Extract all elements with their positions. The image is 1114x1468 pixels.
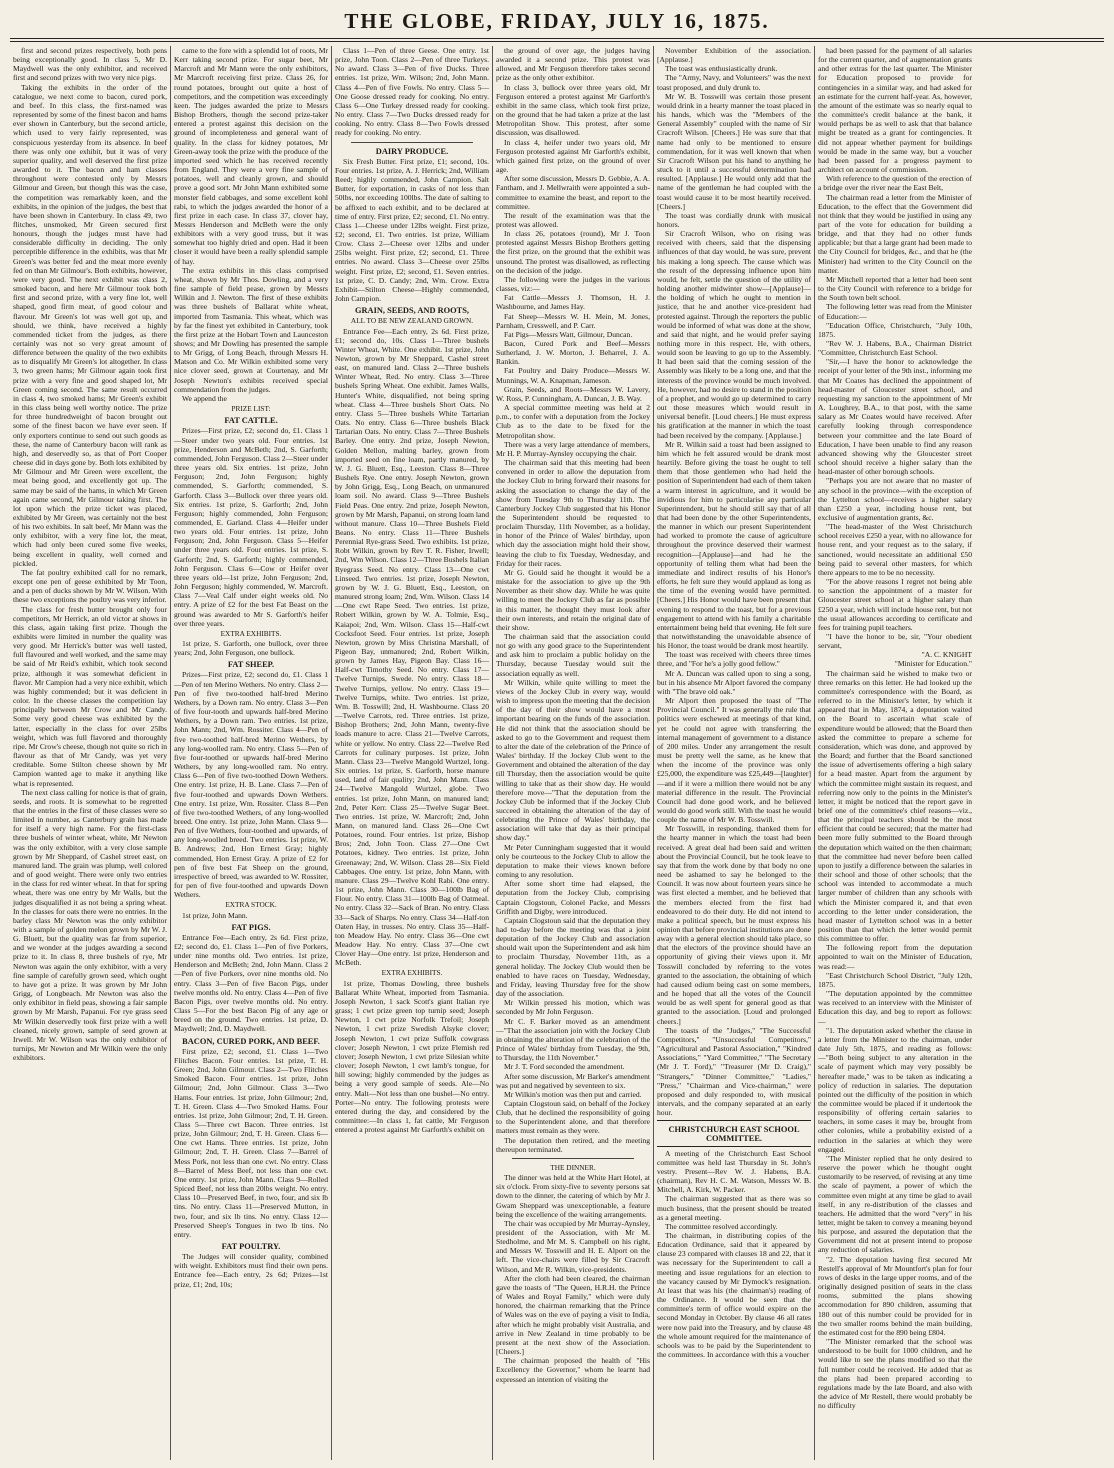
paragraph: The chairman said that this meeting had been convened in order to allow the deputation from the Jockey Club to bring forward their reasons for asking the association to change the day of the show from Tuesday 9th to Thursday 11th. The Canterbury Jockey Club suggested that his Honor the Superintendent should be requested to proclaim Thursday, 11th November, as a holiday, in honor of the Prince of Wales' birthday, upon which day the association might hold their show, leaving the club to fix Tuesday, Wednesday, and Friday for their races. <box>496 458 650 568</box>
paragraph: The dinner was held at the White Hart Hotel, at six o'clock. From sixty-five to seventy persons sat down to the dinner, the catering of which by Mr J. Gwam Sheppard was unexceptionable, a feature being the excellence of the waiting arrangements. <box>496 1173 650 1219</box>
paragraph: "I have the honor to be, sir, "Your obedient servant, <box>818 632 972 651</box>
paragraph: Fat Cattle—Messrs J. Thomson, H. J. Washbourne, and James Hay. <box>496 293 650 312</box>
column-4 <box>493 46 654 1460</box>
prize-text: Prizes—First prize, £2; second do, £1. Class 1—Pen of ten Merino Wethers. No entry. Class 2—Pen of five two-toothed half-bred Merino Wethers, by a Down ram. No entry. Class 3—Pen of five four-tooth and upwards half-bred Merino Wethers, by a Down ram. Two entries. 1st prize, John Mann; 2nd, Wm. Rossiter. Class 4—Pen of five two-toothed half-bred Merino Wethers, by any long-woolled ram. No entry. Class 5—Pen of five four-toothed or upwards half-bred Merino Wethers, by any long-woolled ram. No entry. Class 6—Pen of five two-toothed Down Wethers. One entry. 1st prize, H. B. Lane. Class 7—Pen of five four-toothed and upwards Down Wethers. One entry. 1st prize, Wm. Rossiter. Class 8—Pen of five two-toothed Wethers, of any long-woolled breed. One entry. 1st prize, John Mann. Class 9—Pen of five Wethers, four-toothed and upwards, of any long-woolled breed. Two entries. 1st prize, W. B. Andrews; 2nd, Hon Ernest Gray; highly commended, Hon Ernest Gray. A prize of £2 for pen of five best Fat Sheep on the ground, irrespective of breed, was awarded to W. Rossiter, for pen of five four-toothed and upwards Down Wethers. <box>174 670 328 900</box>
paragraph: "Education Office, Christchurch, "July 10th, 1875. <box>818 320 972 339</box>
paragraph: Mr G. Gould said he thought it would be a mistake for the association to give up the 9th November as their show day. While he was quite willing to meet the Jockey Club as far as possible in this matter, he thought they must look after their own interests, and retain the original date of their show. <box>496 567 650 632</box>
paragraph: In class 3, bullock over three years old, Mr Ferguson entered a protest against Mr Garforth's exhibit in the same class, which took first prize, on the ground that he had taken a prize at the last Metropolitan Show. This protest, after some discussion, was disallowed. <box>496 82 650 138</box>
paragraph: Sir Cracroft Wilson, who on rising was received with cheers, said that the dispensing influences of that day would, he was sure, prevent his making a long speech. The cause which was the result of the depressing influence upon him would, he felt, settle the question of the utility of holding another midwinter show—[Applause]—the holding of which he ought to mention in justice, that he and another vice-president had protested against. Through the reporters the public would be informed of what was done at the show, and said that night, and he would prefer saying nothing more in this respect. He, with others, would soon be leaving to go up to the Assembly. It had been said that the coming session of the Assembly was likely to be a long one, and that the interests of the province would be much involved. He, however, had no desire to stand in the position of a prophet, and would go up determined to carry out those measures which would result in universal benefit. [Loud cheers.] He must express his gratification at the manner in which the toast had been received by the company. [Applause.] <box>657 229 811 440</box>
section-subheading: EXTRA EXHIBITS. <box>220 628 282 638</box>
paragraph: The chairman suggested that as there was so much business, that the present should be treated as a general meeting. <box>657 1194 811 1222</box>
paragraph: came to the fore with a splendid lot of roots, Mr Kerr taking second prize. For sugar beet, Mr Marcroft and Mr Mann were the only exhibitors, Mr Marcroft receiving first prize. Class 26, for round potatoes, brought out quite a host of competitors, and the competition was exceedingly keen. The judges awarded the prize to Messrs Bishop Brothers, though the second prize-taker entered a protest against this decision on the ground of incompleteness and general want of quality. In the class for kidney potatoes, Mr Green-away took the prize with the produce of the imported seed which he has received recently from England. They were a very fine sample of potatoes, well and cleanly grown, and should prove a good sort. Mr John Mann exhibited some monster field cabbages, and some excellent kohl rabi, to which the judges awarded the honor of a first prize in each case. In class 37, clover hay, Messrs Henderson and McBeth were the only exhibitors with a very good truss, but it was somewhat too highly dried and open. Had it been closer it would have been a really splendid sample of hay. <box>174 46 328 266</box>
section-heading-fat-pigs: FAT PIGS. <box>231 922 271 932</box>
column-2 <box>171 46 332 1460</box>
section-divider <box>351 142 473 143</box>
prize-text: Six Fresh Butter. First prize, £1; second, 10s. Four entries. 1st prize, A. J. Herrick; 2nd, William Reed; highly commended, John Campion. Salt Butter, for exportation, in casks of not less than 50lbs, nor exceeding 100lbs. The date of salting to be affixed to each exhibit, and to be declared at time of entry. First prize, £2; second, £1. No entry. Class 1—Cheese under 12lbs weight. First prize, £2; second, £1. Two entries. 1st prize, William Crow. Class 2—Cheese over 12lbs and under 25lbs weight. First prize, £2; second, £1. Three entries. No award. Class 3—Cheese over 25lbs weight. First prize, £2; second, £1. Seven entries. 1st prize, C. D. Candy; 2nd, Wm. Crow. Extra Exhibit—Stilton Cheese—Highly commended, John Campion. <box>335 156 489 304</box>
paragraph: Mr J. T. Ford seconded the amendment. <box>504 1062 625 1072</box>
column-3 <box>332 46 493 1460</box>
paragraph: "Perhaps you are not aware that no master of any school in the province—with the exception of the Lyttelton school—receives a higher salary than £250 a year, including house rent, but exclusive of augmentation grants, &c. <box>818 476 972 522</box>
paragraph: After some short time had elapsed, the deputation from the Jockey Club, comprising Captain Clogstoun, Colonel Packe, and Messrs Griffith and Digby, were introduced. <box>496 879 650 916</box>
paragraph: After the cloth had been cleared, the chairman gave the toasts of "The Queen, H.R.H. the Prince of Wales and Royal Family," which were duly honored, the chairman remarking that the Prince of Wales was on the eve of paying a visit to India, after which he might probably visit Australia, and arrive in New Zealand in time probably to be present at the next show of the Association. [Cheers.] <box>496 1273 650 1357</box>
section-subheading: EXTRA EXHIBITS. <box>381 968 443 978</box>
paragraph: Mr Wilkin's motion was then put and carried. <box>504 1089 642 1099</box>
paragraph: Fat Pigs—Messrs Watt, Gilmour, Duncan. <box>504 329 633 339</box>
paragraph: The chairman read a letter from the Minister of Education, to the effect that the Government did not think that they would be justified in using any part of the vote for education for building a bridge, and that they had no other funds applicable; but that a large grant had been made to the City Council for bridges, &c., and that he (the Minister) had written to the City Council on the matter. <box>818 192 972 275</box>
paragraph: With reference to the question of the erection of a bridge over the river near the East Belt, <box>818 174 972 193</box>
prize-text: 1st prize, Thomas Dowling, three bushels Ballarat White Wheat, imported from Tasmania. Joseph Newton, 1 sack Scott's giant Italian rye grass; 1 cwt prize green top turnip seed; Joseph Newton, 1 cwt prize Norfolk Trefoil; Joseph Newton, 1 cwt prize Swedish Alsyke clover; Joseph Newton, 1 cwt prize Suffolk cowgrass clover; Joseph Newton, 1 cwt prize Flemish red clover; Joseph Newton, 1 cwt prize Silesian white clover; Joseph Newton, 1 cwt lamb's tongue, for hill sowing; highly commended by the judges as being a very good sample of seeds. Ale—No entry. Malt—Not less than one bushel—No entry. Porter—No entry. The following protests were entered during the day, and considered by the committee:—In class 1, fat cattle, Mr Ferguson entered a protest against Mr Garforth's exhibit on <box>335 978 489 1135</box>
paragraph: Mr Alport then proposed the toast of "The Provincial Council." It was generally the rule that politics were eschewed at meetings of that kind, yet he could not agree with transferring the internal management of government to a distance of 200 miles. Under any arrangement the result must be pretty well the same, as he knew that when the income of the province was only £25,000, the expenditure was £25,449—[laughter]—and if it were a million there would not be any material difference in the result. The Provincial Council had done good work, and he believed would do good work still. With the toast he would couple the name of Mr W. B. Tosswill. <box>657 696 811 825</box>
paragraph: Fat Sheep—Messrs W. H. Mein, M. Jones, Parnham, Cresswell, and P. Carr. <box>496 311 650 330</box>
masthead: THE GLOBE, FRIDAY, JULY 16, 1875. <box>344 9 770 33</box>
section-divider <box>512 1158 634 1159</box>
signature-title: "Minister for Education." <box>894 659 972 669</box>
section-heading-fat-cattle: FAT CATTLE. <box>224 416 278 426</box>
paragraph: The toasts of the "Judges," "The Successful Competitors," "Unsuccessful Competitors," "Agricultural and Pastoral Association," "Kindred Associations," "Yard Committee," "The Secretary (Mr J. T. Ford)," "Treasurer (Mr D. Craig)," "Strangers," "Dinner Committee," "Ladies," "Press," "Chairman and Vice-chairman," were proposed and duly responded to, with musical intervals, and the company separated at an early hour. <box>657 1025 811 1118</box>
paragraph: The extra exhibits in this class comprised wheat, shown by Mr Thos. Dowling, and a very fine sample of field pease, grown by Messrs Wilkin and J. Newton. The first of these exhibits was three bushels of Ballarat white wheat, imported from Tasmania. This wheat, which was by far the finest yet exhibited in Canterbury, took the first prize at the Hobart Town and Launceston shows; and Mr Dowling has presented the sample to Mr Grigg, of Long Beach, through Messrs H. Matson and Co. Mr Wilkin exhibited some very nice clover seed, grown at Courtenay, and Mr Joseph Newton's exhibits received special commendation from the judges. <box>174 265 328 394</box>
section-heading-dinner: THE DINNER. <box>550 1162 596 1172</box>
paragraph: The next class calling for notice is that of grain, seeds, and roots. It is somewhat to be regretted that the entries in the first of these classes were so limited in number, as Canterbury grain has made for itself a very high name. For the first-class three bushels of winter wheat, white, Mr Newton was the only exhibitor, with a very close sample grown by Mr Sheppard, of Cashel street east, on manured land. The grain was plump, well colored and of good weight. There were only two entries in the class for red winter wheat. In that for spring wheat, there was one entry by Mr Walls, but the judges disqualified it as not being a spring wheat. In the classes for oats there were no entries. In the barley class Mr Newton was the only exhibitor with a sample of golden melon grown by Mr W. J. G. Bluett, but the quality was far from superior, and we wonder at the judges awarding a second prize to it. In class 8, three bushels of rye, Mr Newton was again the only exhibitor, with a very fine sample of carefully grown seed, which ought to have got a prize. It was grown by Mr John Grigg, of Longbeach. Mr Newton was also the only exhibitor in field peas, showing a fair sample grown by Mr Marsh, Papanui. For rye grass seed Mr Wilkin deservedly took first prize with a well cleaned, nicely grown, sample of seed grown at Irwell. Mr W. Wilson was the only exhibitor of turnips, Mr Newton and Mr Wilkin were the only exhibitors. <box>13 787 167 1063</box>
prize-text: Class 1—Pen of three Geese. One entry. 1st prize, John Toon. Class 2—Pen of three Turkeys. No award. Class 3—Pen of five Ducks. Three entries. 1st prize, Wm. Wilson; 2nd, John Mann. Class 4—Pen of five Fowls. No entry. Class 5—One Goose dressed ready for cooking. No entry. Class 6—One Turkey dressed ready for cooking. No entry. Class 7—Two Ducks dressed ready for cooking. No entry. Class 8—Two Fowls dressed ready for cooking. No entry. <box>335 46 489 138</box>
column-5 <box>654 46 815 1460</box>
article-heading-box <box>657 1120 811 1146</box>
section-subheading: EXTRA STOCK. <box>225 900 277 910</box>
paragraph: The toast was cordially drunk with musical honors. <box>657 210 811 229</box>
paragraph: had been passed for the payment of all salaries for the current quarter, and of augmentation grants and other extras for the last quarter. The Minister for Education proposed to provide for contingencies in a similar way, and had asked for an estimate for the current half-year. As, however, the amount of the estimate was so nearly equal to the committee's credit balance at the bank, it would perhaps be as well to ask that that balance might be treated as a grant for contingencies. It did not appear whether payment for buildings would be made in the same way, but a voucher had been passed for a progress payment to architect on account of commission. <box>818 46 972 175</box>
column-6 <box>815 46 975 1460</box>
signature-name: "A. C. KNIGHT <box>921 650 972 660</box>
paragraph: Taking the exhibits in the order of the catalogue, we next come to bacon, cured pork, and beef. In this class, the first-named was represented by some of the finest bacon and hams ever shown in Canterbury, but the second article, which used to very fairly represented, was conspicuous yesterday from its absence. In beef there was only one exhibit, but it was of very superior quality, and well deserved the first prize awarded to it. The bacon and ham classes throughout were contested only by Messrs Gilmour and Green, but though this was the case, the competition was remarkably keen, and the exhibits, in the opinion of the judges, the best that have been shown in Canterbury. In class 49, two flitches, unsmoked, Mr Green secured first honours, though the judges must have had considerable difficulty in deciding. The only perceptible difference in the exhibits, was that Mr Green's was better fed and the meat more evenly fed on than Mr Gilmour's. Both exhibits, however, were very good. The next exhibit was class 2, smoked bacon, and here Mr Gilmour took both first and second prize, with a very fine lot, well shaped, good firm meat, of good colour and flavour. Mr Green's lot was well got up, and should, we think, have received a highly commended ticket from the judges, as there certainly was not so very great amount of difference between the quality of the two exhibits as to disqualify Mr Green's lot altogether. In class 3, two green hams; Mr Gilmour again took first prize with a very fine and good shaped lot, Mr Green coming second. The same result occurred in class 4, two smoked hams; Mr Green's exhibit in this class being well worthy notice. The prize for three hundredweight of bacon brought out some of the finest bacon we have ever seen. If only exporters continue to send out such goods as these, the name of Canterbury bacon will rank as high, and deservedly so, as that of Port Cooper cheese did in days gone by. Both lots exhibited by Mr Gilmour and Mr Green were excellent, the meat being good, and excellently got up. The same may be said of the hams, in which Mr Green again came second, Mr Gilmour taking first. The lot upon which the prize ticket was placed, exhibited by Mr Green, was certainly not the best of his two exhibits. In salt beef, Mr Mann was the only exhibitor, with a very fine lot, the meat, which had only been cured some five weeks, being excellent in quality, well corned and pickled. <box>13 82 167 568</box>
paragraph: Fat Poultry and Dairy Produce—Messrs W. Munnings, W. A. Knapman, Jameson. <box>496 366 650 385</box>
paragraph: The following were the judges in the various classes, viz:— <box>496 274 650 294</box>
prize-list-heading: PRIZE LIST: <box>231 404 271 414</box>
paragraph: "The head-master of the West Christchurch school receives £250 a year, with no allowance for house rent, and your request as to the salary, if sanctioned, would necessitate an additional £50 being paid to several other masters, for which there appears to me to be no necessity. <box>818 522 972 577</box>
paragraph: The following letter was read from the Minister of Education:— <box>818 302 972 321</box>
paragraph: The deputation then retired, and the meeting thereupon terminated. <box>496 1135 650 1154</box>
prize-text: Entrance Fee—Each entry, 2s 6d. First prize, £2; second do, £1. Class 1—Pen of five Porkers, under nine months old. Two entries. 1st prize, Henderson and McBeth; 2nd, John Mann. Class 2—Pen of five Porkers, over nine months old. No entry. Class 3—Pen of five Bacon Pigs, under twelve months old. No entry. Class 4—Pen of five Bacon Pigs, over twelve months old. No entry. Class 5—For the best Bacon Pig of any age or breed on the ground. Two entries. 1st prize, D. Maydwell; 2nd, D. Maydwell. <box>174 932 328 1034</box>
paragraph: "Sir,—I have the honor to acknowledge the receipt of your letter of the 9th inst., informing me that Mr Coates has declined the appointment of head-master of Gloucester street school, and requesting my sanction to the appointment of Mr A. Loughrey, B.A., to that post, with the same salary as Mr Coates would have received. After carefully looking through correspondence between your committee and the late Board of Education, I have been unable to find any reason advanced showing why the Gloucester street school should receive a higher salary than the head-master of other borough schools. <box>818 357 972 477</box>
paragraph: the ground of over age, the judges having awarded it a second prize. This protest was allowed, and Mr Ferguson therefore takes second prize as the only other exhibitor. <box>496 46 650 83</box>
paragraph: The chairman said that the association could not go with any good grace to the Superintendent and ask him to proclaim a public holiday on the Thursday, because Tuesday would suit the association equally as well. <box>496 632 650 678</box>
paragraph: Mr W. B. Tosswill was certain those present would drink in a hearty manner the toast placed in his hands, which was the "Members of the General Assembly" coupled with the name of Sir Cracroft Wilson. [Cheers.] He was sure that that name had only to be mentioned to ensure commendation, for it was well known that when Sir Cracroft Wilson put his hand to anything he stuck to it until a successful determination had resulted. [Applause.] He would only add that the name of the gentleman he had coupled with the toast would cause it to be most heartily received. [Cheers.] <box>657 91 811 211</box>
paragraph: first and second prizes respectively, both pens being exceptionally good. In class 5, Mr D. Maydwell was the only exhibitor, and received first and second prizes with two very nice pigs. <box>13 46 167 83</box>
paragraph: The chair was occupied by Mr Murray-Aynsley, president of the Association, with Mr M. Stedholme, and Mr M. S. Campbell on his right, and Messrs W. Tosswill and H. E. Alport on the left. The vice-chairs were filled by Sir Cracroft Wilson, and Mr R. Wilkin, vice-presidents. <box>496 1218 650 1274</box>
paragraph: The fat poultry exhibited call for no remark, except one pen of geese exhibited by Mr Toon, and a pen of ducks shown by Mr W. Wilson. With these two exceptions the poultry was very inferior. <box>13 567 167 605</box>
masthead-rule <box>10 38 1104 39</box>
paragraph: In class 26, potatoes (round), Mr J. Toon protested against Messrs Bishop Brothers getting the first prize, on the ground that the exhibit was unsound. The protest was disallowed, as reflecting on the decision of the judge. <box>496 229 650 275</box>
paragraph: Mr Wilkin pressed his motion, which was seconded by Mr John Ferguson. <box>496 998 650 1017</box>
masthead-rule-double <box>10 41 1104 42</box>
paragraph: The following report from the deputation appointed to wait on the Minister of Education, was read:— <box>818 943 972 971</box>
prize-text: The Judges will consider quality, combined with weight. Exhibitors must find their own pens. Entrance fee—Each entry, 2s 6d; Prizes—1st prize, £1; 2nd, 10s; <box>174 1252 328 1289</box>
paragraph: The toast was received with cheers three times three, and "For he's a jolly good fellow." <box>657 650 811 669</box>
section-heading-bacon: BACON, CURED PORK, AND BEEF. <box>182 1036 320 1046</box>
paragraph: "The Minister replied that he only desired to reserve the power which he thought ought customarily to be reserved, of revising at any time the scale of payment, a power of which the committee even might at any time be glad to avail itself, in any re-distribution of the classes and teachers. He admitted that the word "very" in his letter, might be taken to convey a meaning beyond his purpose, and assured the deputation that the Government did not at present intend to propose any reduction of salaries. <box>818 1153 972 1255</box>
paragraph: Mr A. Duncan was called upon to sing a song, but in his absence Mr Alport favored the company with "The brave old oak." <box>657 668 811 696</box>
paragraph: The result of the examination was that the protest was allowed. <box>496 210 650 229</box>
section-heading-dairy: DAIRY PRODUCE. <box>375 146 449 156</box>
section-heading-fat-sheep: FAT SHEEP. <box>227 660 275 670</box>
paragraph: Mr Peter Cunningham suggested that it would only be courteous to the Jockey Club to allow the deputation to make their views known before coming to any resolution. <box>496 842 650 880</box>
paragraph: The class for fresh butter brought only four competitors, Mr Herrick, an old victor at shows in this class, again taking first prize. Though the exhibits were limited in number the quality was very good. Mr Herrick's butter was well tasted, full flavoured and well worked, and the same may be said of Mr Reid's exhibit, which took second prize, although it was somewhat deficient in flavor. Mr Campion had a very nice exhibit, which was highly commended; but it was deficient in color. In the cheese classes the competition lay principally between Mr Crow and Mr Candy. Some very good cheese was exhibited by the latter, especially in the class for over 25lbs weight, which was full flavored and thoroughly ripe. Mr Crow's cheese, though not quite so rich in flavour as that of Mr Candy, was yet very creditable. Some Stilton cheese shown by Mr Campion wanted age to make it anything like what is represented. <box>13 604 167 788</box>
paragraph: The committee resolved accordingly. <box>665 1221 778 1231</box>
paragraph: A special committee meeting was held at 2 p.m., to confer with a deputation from the Jockey Club as to the date to be fixed for the Metropolitan show. <box>496 403 650 440</box>
paragraph: "2. The deputation having first secured Mr Restell's approval of Mr Mountfort's plan for four rows of desks in the large upper rooms, and of the originally designed position of seats in the class rooms, submitted the plans showing accommodation for 890 children, assuming that 180 out of this number could be provided for in the two smaller rooms behind the main building, the estimated cost for the 890 being £804. <box>818 1254 972 1337</box>
paragraph: After some discussion, Messrs D. Gebbie, A. A. Fantham, and J. Mellwraith were appointed a sub-committee to examine the beast, and report to the committee. <box>496 174 650 211</box>
paragraph: Grain, Seeds, and Roots—Messrs W. Lavery, W. Ross, P. Cunningham, A. Duncan, J. B. Way. <box>496 384 650 403</box>
paragraph: "The Minister remarked that the school was understood to be built for 1000 children, and he would like to see the plans modified so that the full number could be received. He added that as the plans had been prepared according to regulations made by the late Board, and also with the advice of Mr Restell, there would probably be no difficulty <box>818 1337 972 1411</box>
prize-text: 1st prize, John Mann. <box>182 910 248 920</box>
paragraph: After some discussion, Mr Barker's amendment was put and negatived by seventeen to six. <box>496 1071 650 1090</box>
paragraph: Captain Clogstoun said, on behalf of the Jockey Club, that he declined the responsibility of going to the Superintendent alone, and that therefore matters must remain as they were. <box>496 1098 650 1136</box>
paragraph: "East Christchurch School District, "July 12th, 1875. <box>818 970 972 989</box>
paragraph: "For the above reasons I regret not being able to sanction the appointment of a master for Gloucester street school at a higher salary than £250 a year, which will include house rent, but not the usual allowances according to certificate and fees for training pupil teachers. <box>818 577 972 632</box>
section-heading-fat-poultry: FAT POULTRY. <box>221 1242 281 1251</box>
paragraph: The chairman said he wished to make two or three remarks on this letter. He had looked up the committee's correspondence with the Board, as referred to in the Minister's letter, by which it appeared that in May, 1874, a deputation waited on the Board to ascertain what scale of expenditure would be allowed; that the Board then asked the committee to prepare a scheme for consideration, which was done, and approved by the Board; and further that the Board sanctioned the issue of advertisements offering a high salary for a head master. Apart from the argument by which the committee might sustain its request, and referring now only to the points in the Minister's letter, it might be noticed that the report gave in brief one of the committee's chief reasons—viz., that the principal teachers should be the most efficient that could be secured; that the matter had been more fully submitted to the Board through the deputation which waited on the then chairman; that the committee had never before been called upon to justify a difference between the salaries in their school and those of other schools; that the school was intended to accommodate a much larger number of children than any schools with which the Minister compared it, and that even according to the letter under consideration, the head master of Lyttelton school was in a better position than that which the letter would permit this committee to offer. <box>818 668 972 944</box>
paragraph: Mr Tosswill, in responding, thanked them for the hearty manner in which the toast had been received. A great deal had been said and written about the Provincial Council, but he took leave to say that from the work done by that body no one need be ashamed to say he belonged to the Council. It was now about fourteen years since he was first elected a member, and he believed that the members elected from the first had endeavored to do their duty. He did not intend to make a political speech, but he must express his opinion that before provincial institutions are done away with a general election should take place, so that the electors of the province should have an opportunity of giving their views upon it. Mr Tosswill concluded by referring to the votes granted to the association, the obtaining of which had caused odium being cast on some members, and he hoped that all the votes of the Council would be as well spent for general good as that granted to the association. [Loud and prolonged cheers.] <box>657 824 811 1026</box>
article-heading: CHRISTCHURCH EAST SCHOOL COMMITTEE. <box>668 1125 800 1144</box>
paragraph: "The deputation appointed by the committee was received to an interview with the Minister of Education this day, and beg to report as follows:— <box>818 989 972 1026</box>
paragraph: In class 4, heifer under two years old, Mr Ferguson protested against Mr Garforth's exhibit, which gained first prize, on the ground of over age. <box>496 137 650 175</box>
paragraph: There was a very large attendance of members, Mr H. P. Murray-Aynsley occupying the chair. <box>496 439 650 458</box>
paragraph: The chairman, in distributing copies of the Education Ordinance, said that it appeared by clause 23 compared with clauses 18 and 22, that it was necessary for the Superintendent to call a meeting and issue regulations for an election to the vacancy caused by Mr Dymock's resignation. At least that was his (the chairman's) reading of the Ordinance. It would be seen that the committee's term of office would expire on the second Monday in October. By clause 46 all rates were now paid into the Treasury, and by clause 48 the whole amount required for the maintenance of schools was to be paid by the Superintendent to the committees. In accordance with this a voucher <box>657 1231 811 1360</box>
paragraph: The "Army, Navy, and Volunteers" was the next toast proposed, and duly drunk to. <box>657 73 811 92</box>
paragraph: "Rev W. J. Habens, B.A., Chairman District "Committee, Christchurch East School. <box>818 339 972 358</box>
paragraph: Mr Wilkin, while quite willing to meet the views of the Jockey Club in every way, would wish to impress upon the meeting that the decision of the day of their show would have a most important bearing on the funds of the association. He did not think that the association should be asked to go to the Government and request them to alter the date of the celebration of the Prince of Wales' birthday. If the Jockey Club went to the Government and obtained the alteration of the day till Thursday, then the association would be quite willing to take that as their show day. He would therefore move—"That the deputation from the Jockey Club be informed that if the Jockey Club succeed in obtaining the alteration of the day of celebrating the Prince of Wales' birthday, the association will take that day as their principal show day." <box>496 677 650 843</box>
paragraph: November Exhibition of the association. [Applause.] <box>657 46 811 65</box>
paragraph: Mr Mitchell reported that a letter had been sent to the City Council with reference to a bridge for the South town belt school. <box>818 274 972 303</box>
prize-text: Prizes—First prize, £2; second do, £1. Class 1—Steer under two years old. Four entries. 1st prize, Henderson and McBeth; 2nd, S. Garforth; commended, John Ferguson. Class 2—Steer under three years old. Six entries. 1st prize, John Ferguson; 2nd, John Ferguson; highly commended, S. Garforth; commended, S. Garforth. Class 3—Bullock over three years old. Six entries. 1st prize, S. Garforth; 2nd, John Ferguson; highly commended, John Ferguson; commended, E. Garland. Class 4—Heifer under two years old. Four entries. 1st prize, John Ferguson; 2nd, John Ferguson. Class 5—Heifer under three years old. Four entries. 1st prize, S. Garforth; 2nd, S. Garforth; highly commended, John Ferguson. Class 6—Cow or Heifer over three years old—1st prize, John Ferguson; 2nd, John Ferguson; highly commended, W. Marcroft. Class 7—Veal Calf under eight weeks old. No entry. A prize of £2 for the best Fat Beast on the ground was awarded to Mr S. Garforth's heifer over three years. <box>174 426 328 628</box>
paragraph: We append the <box>182 393 227 403</box>
prize-text: First prize, £2; second, £1. Class 1—Two Flitches Bacon. Four entries. 1st prize, T. H. Green; 2nd, John Gilmour. Class 2—Two Flitches Smoked Bacon. Four entries. 1st prize, John Gilmour; 2nd, John Gilmour. Class 3—Two Hams. Four entries. 1st prize, John Gilmour; 2nd, T. H. Green. Class 4—Two Smoked Hams. Four entries. 1st prize, John Gilmour; 2nd, T. H. Green. Class 5—Three cwt Bacon. Three entries. 1st prize, John Gilmour; 2nd, T. H. Green. Class 6—One cwt Hams. Three entries. 1st prize, John Gilmour; 2nd, T. H. Green. Class 7—Barrel of Mess Pork, not less than one cwt. No entry. Class 8—Barrel of Mess Beef, not less than one cwt. One entry. 1st prize, John Mann. Class 9—Rolled Spiced Beef, not less than 20lbs weight. No entry. Class 10—Preserved Beef, in two, four, and six lb tins. No entry. Class 11—Preserved Mutton, in two, four, and six lb tins. No entry. Class 12—Preserved Sheep's Tongues in two lb tins. No entry. <box>174 1046 328 1239</box>
columns <box>10 46 1104 1460</box>
prize-text: 1st prize, S. Garforth, one bullock, over three years; 2nd, John Ferguson, one bullock. <box>174 639 328 658</box>
column-1 <box>10 46 171 1460</box>
paragraph: Bacon, Cured Pork and Beef—Messrs Sutherland, J. W. Morton, J. Beharrel, J. A. Rankin. <box>496 339 650 367</box>
paragraph: The toast was enthusiastically drunk. <box>665 64 778 74</box>
prize-text: Entrance Fee—Each entry, 2s 6d. First prize, £1; second do, 10s. Class 1—Three bushels Winter Wheat, White. One exhibit. 1st prize, John Newton, grown by Mr Sheppard, Cashel street east, on manured land. Class 2—Three bushels Winter Wheat, Red. No entry. Class 3—Three bushels Spring Wheat. One exhibit. James Walls, Hunter's White, disqualified, not being spring wheat. Class 4—Three bushels Short Oats. No entry. Class 5—Three bushels White Tartarian Oats. No entry. Class 6—Three bushels Black Tartarian Oats. No entry. Class 7—Three Bushels Barley. One entry. 2nd prize, Joseph Newton, Golden Mellon, malting barley, grown from imported seed on fine loam, partly manured, by W. J. G. Bluett, Esq., Leeston. Class 8—Three Bushels Rye. One entry. Joseph Newton, grown by John Grigg, Esq., Long Beach, on unmanured loam soil. No award. Class 9—Three Bushels Field Peas. One entry. 2nd prize, Joseph Newton, grown by Mr Marsh, Papanui, on strong loam land without manure. Class 10—Three Bushels Field Beans. No entry. Class 11—Three Bushels Perennial Rye-grass Seed. Two exhibits. 1st prize, Robt Wilkin, grown by Rev T. R. Fisher, Irwell; 2nd, Wm Wilson. Class 12—Three Bushels Italian Ryegrass Seed. No entry. Class 13—One cwt Linseed. Two entries. 1st prize, Joseph Newton, grown by W. J. G. Bluett, Esq., Leeston, on manured strong loam; 2nd, Wm. Wilson. Class 14—One cwt Rape Seed. Two entries. 1st prize, Robert Wilkin, grown by W. A. Tolmie, Esq., Kaiapoi; 2nd, Wm. Wilson. Class 15—Half-cwt Cocksfoot Seed. Four entries. 1st prize, Joseph Newton, grown by Miss Christina Marshall, of Pigeon Bay, unmanured; 2nd, Robert Wilkin, grown by James Hay, Pigeon Bay. Class 16—Half-cwt Timothy Seed. No entry. Class 17—Twelve Turnips, Swede. No entry. Class 18—Twelve Turnips, yellow. No entry. Class 19—Twelve Turnips, white. Two entries. 1st prize, Wm. B. Tosswill; 2nd, H. Washbourne. Class 20—Twelve Carrots, red. Three entries. 1st prize, Bishop Brothers; 2nd, John Mann, twenty-five loads manure to acre. Class 21—Twelve Carrots, white or yellow. No entry. Class 22—Twelve Red Carrots for culinary purposes. 1st prize, John Mann. Class 23—Twelve Mangold Wurtzel, long. Six entries. 1st prize, S. Garforth, horse manure used, land of fair quality; 2nd, John Mann. Class 24—Twelve Mangold Wurtzel, globe. Two entries. 1st prize, John Mann, on manured land; 2nd, Peter Kerr. Class 25—Twelve Sugar Beet. Two entries. 1st prize, W. Marcroft; 2nd, John Mann, on manured land. Class 26—One Cwt Potatoes, round. Four entries. 1st prize, Bishop Bros; 2nd, John Toon. Class 27—One Cwt Potatoes, kidney. Two entries. 1st prize, John Greenaway; 2nd, W. Wilson. Class 28—Six Field Cabbages. One entry. 1st prize, John Mann, with manure. Class 29—Twelve Kohl Rabi. One entry. 1st prize, John Mann. Class 30—100lb Bag of Flour. No entry. Class 31—100lb Bag of Oatmeal. No entry. Class 32—Sack of Bran. No entry. Class 33—Sack of Sharps. No entry. Class 34—Half-ton Oaten Hay, in trusses. No entry. Class 35—Half-ton Meadow Hay. No entry. Class 36—One cwt Meadow Hay. No entry. Class 37—One cwt Clover Hay—One entry. 1st prize, Henderson and McBeth. <box>335 326 489 968</box>
section-heading-grain: GRAIN, SEEDS, AND ROOTS, <box>354 306 470 316</box>
paragraph: Captain Clogstoun said that the deputation they had to-day before the meeting was that a joint deputation of the Jockey Club and association should wait upon the Superintendent and ask him to proclaim Thursday, November 11th, as a general holiday. The Jockey Club would then be enabled to have races on Tuesday, Wednesday, and Friday, leaving Thursday free for the show day of the association. <box>496 915 650 999</box>
paragraph: A meeting of the Christchurch East School committee was held last Thursday in St. John's vestry. Present—Rev W. J. Habens, B.A. (chairman), Rev H. C. M. Watson, Messrs W. B. Mitchell, A. Kirk, W. Packer. <box>657 1148 811 1195</box>
paragraph: The chairman proposed the health of "His Excellency the Governor," whom he learnt had expressed an intention of visiting the <box>496 1356 650 1384</box>
paragraph: Mr C. F. Barker moved as an amendment—"That the association join with the Jockey Club in obtaining the alteration of the celebration of the Prince of Wales' birthday from Tuesday, the 9th, to Thursday, the 11th November." <box>496 1016 650 1063</box>
paragraph: Mr R. Wilkin said a toast had been assigned to him which he felt assured would be drank most heartily. Before giving the toast he ought to tell them that those gentlemen who had held the position of Superintendent had each of them taken a warm interest in agriculture, and it would be invidious for him to particularise any particular Superintendent, but he should still say that of all that had been done by the other Superintendents, the manner in which our present Superintendent had worked to promote the cause of agriculture throughout the province deserved their warmest recognition—[Applause]—and had he the opportunity of telling them what had been the immediate and indirect results of his Honor's efforts, he felt sure they would applaud as long as the time of the evening would have permitted. [Cheers.] His Honor would have been present that evening to respond to the toast, but for a previous engagement to attend with his family a charitable entertainment being held that evening. He felt sure that notwithstanding the unavoidable absence of his Honor, the toast would be drank most heartily. <box>657 439 811 651</box>
section-subheading: ALL TO BE NEW ZEALAND GROWN. <box>350 316 474 326</box>
paragraph: "1. The deputation asked whether the clause in a letter from the Minister to the chairman, under date July 5th, 1875, and reading as follows:—"Both being subject to any alteration in the scale of payment which may very possibly be hereafter made," was to be taken as indicating a policy of reduction in salaries. The deputation pointed out the difficulty of the position in which the committee would be placed if it undertook the responsibility of offering certain salaries to teachers, in some cases it may be, brought from other colonies, while a probability existed of a reduction in the salaries at which they were engaged. <box>818 1025 972 1154</box>
